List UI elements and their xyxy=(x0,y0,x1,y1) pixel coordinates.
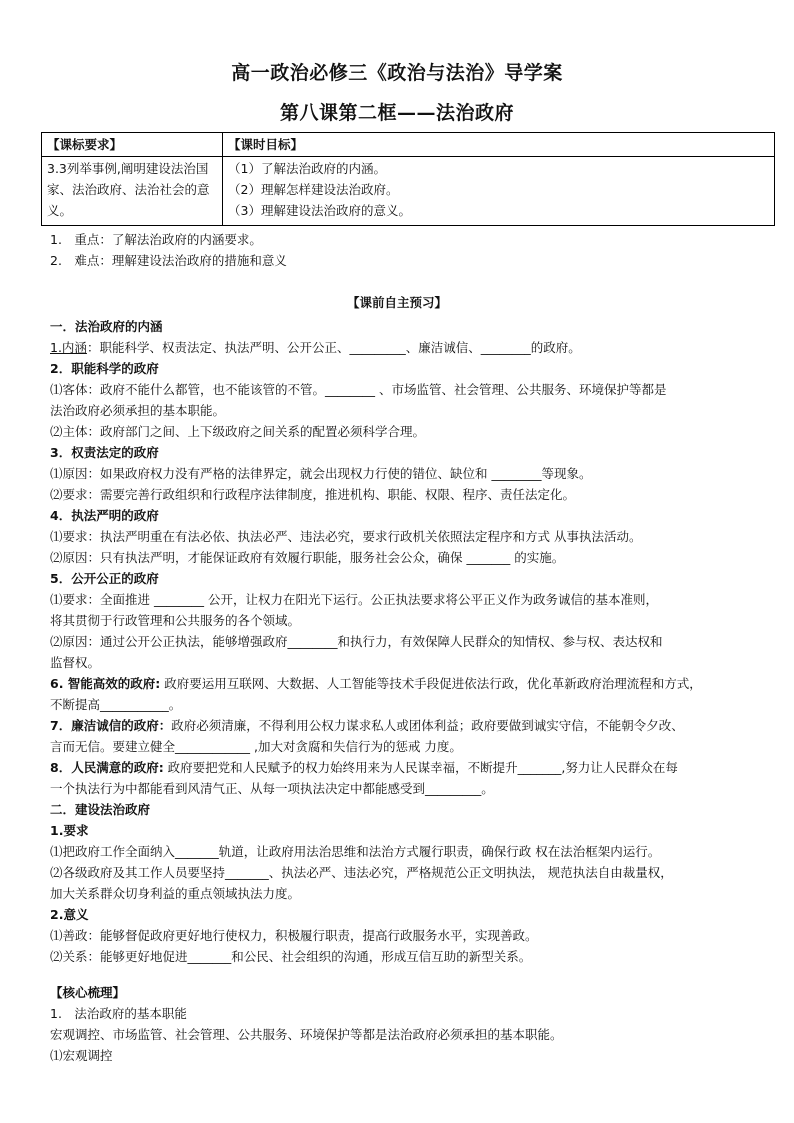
preview-line: 7．廉洁诚信的政府：政府必须清廉，不得利用公权力谋求私人或团体利益；政府要做到诚实守信，不能朝令夕改、 xyxy=(50,718,684,733)
key-point: 1. 重点：了解法治政府的内涵要求。 xyxy=(50,232,262,247)
preview-line: ⑴要求：执法严明重在有法必依、执法必严、违法必究，要求行政机关依照法定程序和方式 从事执法活动。 xyxy=(50,529,642,544)
preview-line: 2.意义 xyxy=(50,907,89,922)
preview-line: ⑴把政府工作全面纳入_______轨道，让政府用法治思维和法治方式履行职责，确保行政 权在法治框架内运行。 xyxy=(50,844,661,859)
goal-item: （1）了解法治政府的内涵。 xyxy=(228,161,386,176)
line-lead: 8．人民满意的政府: xyxy=(50,760,164,775)
key-point: 2. 难点：理解建设法治政府的措施和意义 xyxy=(50,253,287,268)
preview-line: 言而无信。要建立健全____________ ,加大对贪腐和失信行为的惩戒 力度。 xyxy=(50,739,462,754)
core-heading: 【核心梳理】 xyxy=(50,985,126,1000)
line-lead: 1.内涵 xyxy=(50,340,87,355)
preview-line: 加大关系群众切身利益的重点领域执法力度。 xyxy=(50,886,301,901)
preview-line: ⑵原因：通过公开公正执法，能够增强政府________和执行力，有效保障人民群众的知情权、参与权、表达权和 xyxy=(50,634,663,649)
preview-line: ⑵各级政府及其工作人员要坚持_______、执法必严、违法必究，严格规范公正文明执法， 规范执法自由裁量权， xyxy=(50,865,673,880)
preview-line: 6. 智能高效的政府: 政府要运用互联网、大数据、人工智能等技术手段促进依法行政，优化革新政府治理流程和方式， xyxy=(50,676,702,691)
preview-line: 监督权。 xyxy=(50,655,101,670)
core-line: 1. 法治政府的基本职能 xyxy=(50,1006,187,1021)
preview-line: 8．人民满意的政府: 政府要把党和人民赋予的权力始终用来为人民谋幸福，不断提升_______,努力让人民群众在每 xyxy=(50,760,678,775)
core-section xyxy=(50,982,780,1066)
preview-line: ⑵原因：只有执法严明，才能保证政府有效履行职能，服务社会公众，确保 _______ 的实施。 xyxy=(50,550,565,565)
preview-line: 3．权责法定的政府 xyxy=(50,445,159,460)
line-lead: 7．廉洁诚信的政府： xyxy=(50,718,172,733)
preview-line: 5．公开公正的政府 xyxy=(50,571,159,586)
line-lead: 6. 智能高效的政府: xyxy=(50,676,161,691)
preview-line: ⑵主体：政府部门之间、上下级政府之间关系的配置必须科学合理。 xyxy=(50,424,426,439)
preview-line: 2．职能科学的政府 xyxy=(50,361,159,376)
standards-text: 3.3列举事例,阐明建设法治国家、法治政府、法治社会的意义。 xyxy=(42,157,223,226)
goal-item: （3）理解建设法治政府的意义。 xyxy=(228,203,411,218)
document-title: 高一政治必修三《政治与法治》导学案 xyxy=(231,62,563,84)
core-line: ⑴宏观调控 xyxy=(50,1048,113,1063)
preview-line: ⑵关系：能够更好地促进_______和公民、社会组织的沟通，形成互信互助的新型关系。 xyxy=(50,949,532,964)
preview-line: ⑴原因：如果政府权力没有严格的法律界定，就会出现权力行使的错位、缺位和 ________等现象。 xyxy=(50,466,592,481)
preview-line: 法治政府必须承担的基本职能。 xyxy=(50,403,226,418)
preview-line: 1.内涵：职能科学、权责法定、执法严明、公开公正、_________、廉洁诚信、________的政府。 xyxy=(50,340,581,355)
preview-heading: 【课前自主预习】 xyxy=(346,295,447,310)
document-subtitle: 第八课第二框——法治政府 xyxy=(279,102,514,124)
preview-line: 4．执法严明的政府 xyxy=(50,508,159,523)
goals-list xyxy=(223,157,775,226)
preview-section xyxy=(50,316,780,967)
goal-item: （2）理解怎样建设法治政府。 xyxy=(228,182,399,197)
goals-header: 【课时目标】 xyxy=(223,133,775,157)
preview-line: 不断提高___________。 xyxy=(50,697,182,712)
preview-line: ⑵要求：需要完善行政组织和行政程序法律制度，推进机构、职能、权限、程序、责任法定化。 xyxy=(50,487,576,502)
preview-line: 一．法治政府的内涵 xyxy=(50,319,163,334)
preview-line: 将其贯彻于行政管理和公共服务的各个领域。 xyxy=(50,613,301,628)
preview-line: ⑴客体：政府不能什么都管，也不能该管的不管。________ 、市场监管、社会管理、公共服务、环境保护等都是 xyxy=(50,382,667,397)
preview-line: 1.要求 xyxy=(50,823,89,838)
key-points xyxy=(50,229,780,271)
standards-header: 【课标要求】 xyxy=(42,133,223,157)
standards-table xyxy=(41,132,775,226)
core-line: 宏观调控、市场监管、社会管理、公共服务、环境保护等都是法治政府必须承担的基本职能。 xyxy=(50,1027,563,1042)
preview-line: ⑴要求：全面推进 ________ 公开，让权力在阳光下运行。公正执法要求将公平正义作为政务诚信的基本准则， xyxy=(50,592,658,607)
preview-line: 一个执法行为中都能看到风清气正、从每一项执法决定中都能感受到_________。 xyxy=(50,781,494,796)
preview-line: 二．建设法治政府 xyxy=(50,802,151,817)
preview-line: ⑴善政：能够督促政府更好地行使权力，积极履行职责，提高行政服务水平，实现善政。 xyxy=(50,928,538,943)
